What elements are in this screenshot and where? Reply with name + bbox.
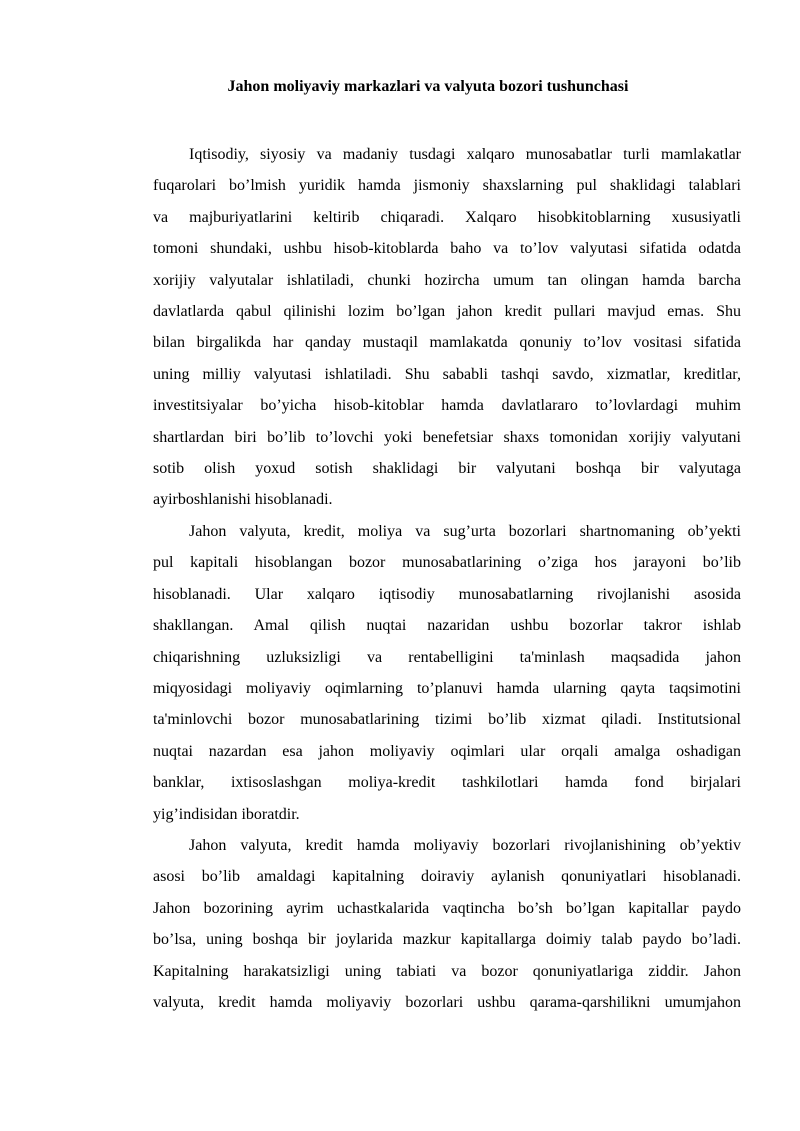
text-line: yig’indisidan iboratdir.	[153, 805, 300, 823]
text-line: davlatlarda qabul qilinishi lozim bo’lgan jahon kredit pullari mavjud emas. Shu	[153, 303, 741, 321]
paragraph-3	[117, 830, 741, 1018]
text-line: investitsiyalar bo’yicha hisob-kitoblar hamda davlatlararo to’lovlardagi muhim	[153, 397, 741, 415]
text-line: hisoblanadi. Ular xalqaro iqtisodiy munosabatlarning rivojlanishi asosida	[153, 585, 741, 603]
text-line: shartlardan biri bo’lib to’lovchi yoki benefetsiar shaxs tomonidan xorijiy valyutani	[153, 428, 741, 446]
text-line: xorijiy valyutalar ishlatiladi, chunki hozircha umum tan olingan hamda barcha	[153, 271, 741, 289]
document-body	[117, 139, 741, 1018]
text-line: Kapitalning harakatsizligi uning tabiati va bozor qonuniyatlariga ziddir. Jahon	[153, 962, 741, 980]
paragraph-1	[117, 139, 741, 516]
text-line: Jahon bozorining ayrim uchastkalarida vaqtincha bo’sh bo’lgan kapitallar paydo	[153, 899, 741, 917]
text-line: va majburiyatlarini keltirib chiqaradi. Xalqaro hisobkitoblarning xususiyatli	[153, 208, 741, 226]
text-line: ta'minlovchi bozor munosabatlarining tizimi bo’lib xizmat qiladi. Institutsional	[153, 711, 741, 729]
text-line: pul kapitali hisoblangan bozor munosabatlarining o’ziga hos jarayoni bo’lib	[153, 554, 741, 572]
text-line: uning milliy valyutasi ishlatiladi. Shu sababli tashqi savdo, xizmatlar, kreditlar,	[153, 365, 741, 383]
text-line: shakllangan. Amal qilish nuqtai nazaridan ushbu bozorlar takror ishlab	[153, 617, 741, 635]
text-line: chiqarishning uzluksizligi va rentabelligini ta'minlash maqsadida jahon	[153, 648, 741, 666]
text-line: bilan birgalikda har qanday mustaqil mamlakatda qonuniy to’lov vositasi sifatida	[153, 334, 741, 352]
text-line: banklar, ixtisoslashgan moliya-kredit tashkilotlari hamda fond birjalari	[153, 774, 741, 792]
text-line: Jahon valyuta, kredit, moliya va sug’urta bozorlari shartnomaning ob’yekti	[189, 522, 741, 540]
text-line: Iqtisodiy, siyosiy va madaniy tusdagi xalqaro munosabatlar turli mamlakatlar	[189, 146, 741, 163]
text-line: bo’lsa, uning boshqa bir joylarida mazkur kapitallarga doimiy talab paydo bo’ladi.	[153, 931, 741, 949]
text-line: valyuta, kredit hamda moliyaviy bozorlari ushbu qarama-qarshilikni umumjahon	[153, 993, 741, 1011]
text-line: ayirboshlanishi hisoblanadi.	[153, 491, 333, 509]
text-line: tomoni shundaki, ushbu hisob-kitoblarda baho va to’lov valyutasi sifatida odatda	[153, 240, 741, 258]
text-line: fuqarolari bo’lmish yuridik hamda jismoniy shaxslarning pul shaklidagi talablari	[153, 177, 741, 195]
paragraph-2	[117, 516, 741, 830]
text-line: asosi bo’lib amaldagi kapitalning doiraviy aylanish qonuniyatlari hisoblanadi.	[153, 868, 741, 886]
text-line: nuqtai nazardan esa jahon moliyaviy oqimlari ular orqali amalga oshadigan	[153, 742, 741, 760]
document-title: Jahon moliyaviy markazlari va valyuta bozori tushunchasi	[227, 78, 629, 95]
text-line: miqyosidagi moliyaviy oqimlarning to’planuvi hamda ularning qayta taqsimotini	[153, 679, 741, 697]
text-line: Jahon valyuta, kredit hamda moliyaviy bozorlari rivojlanishining ob’yektiv	[189, 836, 741, 854]
text-line: sotib olish yoxud sotish shaklidagi bir valyutani boshqa bir valyutaga	[153, 460, 741, 478]
